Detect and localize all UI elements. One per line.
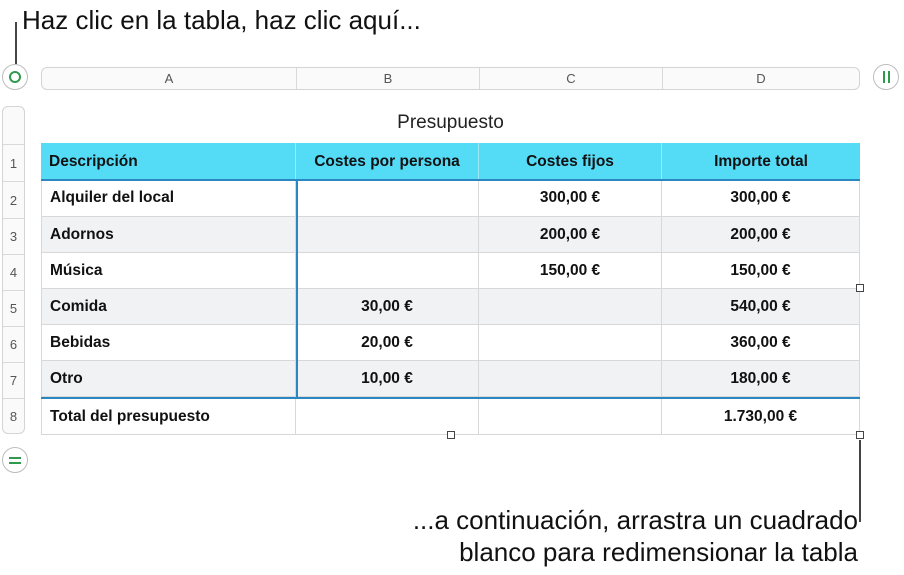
header-cell-fixed[interactable]: Costes fijos bbox=[479, 143, 662, 180]
row-header-7[interactable]: 7 bbox=[3, 362, 24, 398]
table-row-cell[interactable]: 200,00 € bbox=[662, 217, 860, 253]
table-row-cell[interactable]: 300,00 € bbox=[662, 180, 860, 217]
footer-cell[interactable] bbox=[296, 397, 479, 435]
header-cell-total[interactable]: Importe total bbox=[662, 143, 860, 180]
footer-row-separator bbox=[41, 397, 860, 399]
row-header-5[interactable]: 5 bbox=[3, 290, 24, 326]
callout-top-text: Haz clic en la tabla, haz clic aquí... bbox=[22, 5, 421, 35]
table-row-cell[interactable]: Otro bbox=[41, 361, 296, 397]
table-row-cell[interactable]: 20,00 € bbox=[296, 325, 479, 361]
resize-handle-corner[interactable] bbox=[856, 431, 864, 439]
add-rows-button[interactable] bbox=[2, 447, 28, 473]
table-row-cell[interactable]: 30,00 € bbox=[296, 289, 479, 325]
callout-bottom-line-1: ...a continuación, arrastra un cuadrado bbox=[412, 505, 858, 535]
header-cell-description[interactable]: Descripción bbox=[41, 143, 296, 180]
row-header-1[interactable]: 1 bbox=[3, 144, 24, 181]
callout-top-leader bbox=[15, 22, 17, 64]
footer-cell-label[interactable]: Total del presupuesto bbox=[41, 397, 296, 435]
table-row-cell[interactable] bbox=[479, 289, 662, 325]
table-row-cell[interactable]: 360,00 € bbox=[662, 325, 860, 361]
table-row-cell[interactable]: Música bbox=[41, 253, 296, 289]
row-header-2[interactable]: 2 bbox=[3, 181, 24, 218]
row-header-4[interactable]: 4 bbox=[3, 254, 24, 290]
table-row-cell[interactable]: 200,00 € bbox=[479, 217, 662, 253]
row-header-bar bbox=[2, 106, 25, 434]
callout-bottom-text bbox=[413, 504, 858, 568]
column-bars-icon bbox=[883, 71, 890, 83]
row-header-6[interactable]: 6 bbox=[3, 326, 24, 362]
table-row-cell[interactable] bbox=[296, 253, 479, 289]
table-row-cell[interactable]: Alquiler del local bbox=[41, 180, 296, 217]
column-header-d[interactable]: D bbox=[756, 71, 766, 86]
table-row-cell[interactable]: Comida bbox=[41, 289, 296, 325]
circle-select-icon bbox=[9, 71, 21, 83]
header-cell-per-person[interactable]: Costes por persona bbox=[296, 143, 479, 180]
select-table-button[interactable] bbox=[2, 64, 28, 90]
table-row-cell[interactable] bbox=[479, 361, 662, 397]
header-row-separator bbox=[41, 179, 860, 181]
table-row-cell[interactable]: 150,00 € bbox=[662, 253, 860, 289]
table-row-cell[interactable]: 150,00 € bbox=[479, 253, 662, 289]
table-row-cell[interactable]: Bebidas bbox=[41, 325, 296, 361]
header-column-separator bbox=[296, 179, 298, 397]
table-row-cell[interactable]: 180,00 € bbox=[662, 361, 860, 397]
row-bars-icon bbox=[9, 457, 21, 464]
table-row-cell[interactable] bbox=[479, 325, 662, 361]
resize-handle-bottom[interactable] bbox=[447, 431, 455, 439]
row-header-8[interactable]: 8 bbox=[3, 398, 24, 433]
column-header-a[interactable]: A bbox=[42, 68, 297, 89]
footer-cell[interactable] bbox=[479, 397, 662, 435]
column-header-bar bbox=[41, 67, 860, 90]
table-title[interactable]: Presupuesto bbox=[397, 112, 504, 133]
table-row-cell[interactable]: 10,00 € bbox=[296, 361, 479, 397]
callout-bottom-line-2: blanco para redimensionar la tabla bbox=[459, 537, 858, 567]
table-row-cell[interactable]: 300,00 € bbox=[479, 180, 662, 217]
add-columns-button[interactable] bbox=[873, 64, 899, 90]
column-header-b[interactable]: B bbox=[297, 68, 480, 89]
table-row-cell[interactable] bbox=[296, 180, 479, 217]
column-header-c[interactable]: C bbox=[480, 68, 663, 89]
table-row-cell[interactable]: Adornos bbox=[41, 217, 296, 253]
table-row-cell[interactable]: 540,00 € bbox=[662, 289, 860, 325]
budget-table bbox=[41, 143, 860, 435]
callout-bottom-leader bbox=[859, 440, 861, 522]
resize-handle-right[interactable] bbox=[856, 284, 864, 292]
table-row-cell[interactable] bbox=[296, 217, 479, 253]
footer-cell-total[interactable]: 1.730,00 € bbox=[662, 397, 860, 435]
row-header-3[interactable]: 3 bbox=[3, 218, 24, 254]
